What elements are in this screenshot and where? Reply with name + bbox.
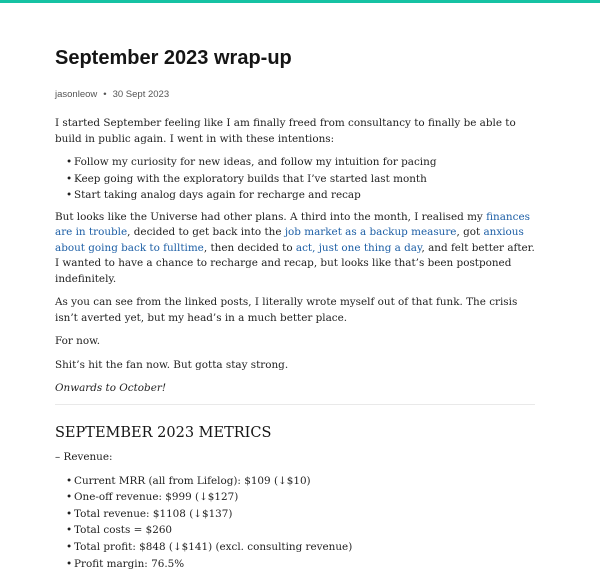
list-item: • Follow my curiosity for new ideas, and follow my intuition for pacing [55,154,535,171]
metrics-list [55,473,535,573]
list-item: • Total revenue: $1108 (↓$137) [55,506,535,523]
list-item: • Total costs = $260 [55,522,535,539]
plans-text-4: , then decided to [203,241,296,254]
anxious-link[interactable]: anxious about going back to fulltime [55,226,524,254]
plans-text-5: , and felt better after. I wanted to have a chance to recharge and recap, but looks like that’s been postponed indefinitely. [55,241,535,285]
plans-text-1: But looks like the Universe had other plans. A third into the month, I realised my [55,210,487,223]
post-date: 30 Sept 2023 [112,89,170,100]
revenue-label: – Revenue: [55,451,113,463]
list-item: • One-off revenue: $999 (↓$127) [55,489,535,506]
stay-strong-paragraph: Shit’s hit the fan now. But gotta stay strong. [55,358,289,371]
intro-paragraph: I started September feeling like I am finally freed from consultancy to finally be able to build in public again. I went in with these intentions: [55,117,516,145]
list-item: • Keep going with the exploratory builds that I’ve started last month [55,171,535,188]
onwards-text: Onwards to October! [55,382,166,394]
author-link[interactable]: jasonleow [55,89,98,100]
finances-link[interactable]: finances are in trouble [55,210,530,238]
onwards-paragraph [55,381,535,397]
metrics-heading: SEPTEMBER 2023 METRICS [55,425,272,441]
plans-text-3: , got [456,226,484,238]
job-market-link[interactable]: job market as a backup measure [284,226,457,238]
intentions-list [55,154,535,204]
post-body [55,116,535,397]
top-accent-bar [0,0,600,3]
plans-paragraph [55,210,535,288]
act-link[interactable]: act, just one thing a day [295,241,422,254]
funk-paragraph: As you can see from the linked posts, I literally wrote myself out of that funk. The crisis isn’t averted yet, but my head’s in a much better place. [55,296,518,324]
list-item: • Profit margin: 76.5% [55,556,535,573]
list-item: • Current MRR (all from Lifelog): $109 (↓$10) [55,473,535,490]
for-now-paragraph: For now. [55,335,101,347]
list-item: • Start taking analog days again for recharge and recap [55,187,535,204]
list-item: • Total profit: $848 (↓$141) (excl. consulting revenue) [55,539,535,556]
section-divider [55,404,535,405]
meta-separator: • [103,89,107,100]
post-title: September 2023 wrap-up [55,47,292,69]
plans-text-2: , decided to get back into the [127,226,285,238]
metrics-section [55,449,535,572]
post-meta [55,89,169,101]
